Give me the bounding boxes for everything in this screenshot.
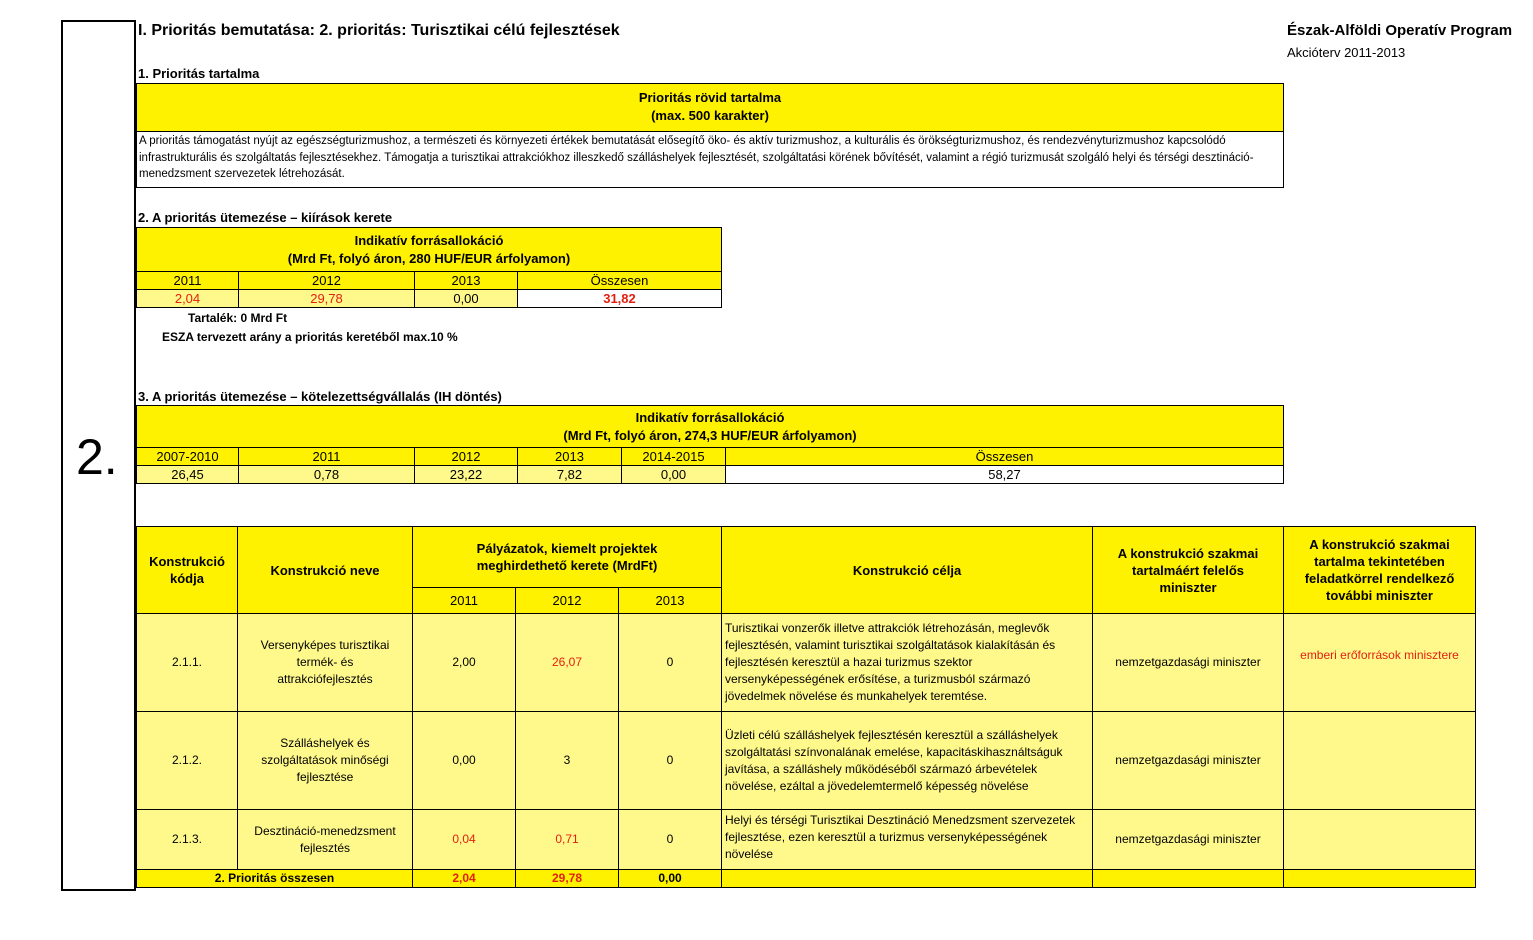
table-row bbox=[137, 810, 1476, 870]
header-2012: 2012 bbox=[516, 588, 619, 614]
priority-summary-subtitle: (max. 500 karakter) bbox=[651, 108, 769, 123]
allocation-table-2-title bbox=[137, 406, 1284, 448]
row-goal: Üzleti célú szálláshelyek fejlesztésén keresztül a szálláshelyek szolgáltatási színvonalának emelése, kapacitáskihasználtságuk javítása, a szálláshely működéséből származó árbevételek növelése, ezáltal a jövedelemtermelő képesség növelése bbox=[722, 712, 1093, 810]
row-2011: 0,04 bbox=[413, 810, 516, 870]
alloc1-val-2012: 29,78 bbox=[239, 290, 415, 308]
alloc1-val-2011: 2,04 bbox=[137, 290, 239, 308]
row-name: Szálláshelyek és szolgáltatások minőségi fejlesztése bbox=[238, 712, 413, 810]
alloc1-subtitle: (Mrd Ft, folyó áron, 280 HUF/EUR árfolyamon) bbox=[287, 250, 571, 266]
alloc2-val-2013: 7,82 bbox=[518, 466, 622, 484]
alloc2-col-2013: 2013 bbox=[518, 448, 622, 466]
alloc1-col-total: Összesen bbox=[518, 272, 722, 290]
alloc2-subtitle: (Mrd Ft, folyó áron, 274,3 HUF/EUR árfolyamon) bbox=[563, 427, 857, 443]
alloc1-col-2013: 2013 bbox=[415, 272, 518, 290]
row-minister: nemzetgazdasági miniszter bbox=[1093, 614, 1284, 712]
priority-summary-title: Prioritás rövid tartalma bbox=[638, 90, 782, 105]
total-label: 2. Prioritás összesen bbox=[137, 870, 413, 888]
section3-heading: 3. A prioritás ütemezése – kötelezettségvállalás (IH döntés) bbox=[138, 389, 502, 404]
row-goal: Helyi és térségi Turisztikai Desztináció Menedzsment szervezetek fejlesztése, ezen keresztül a turizmus versenyképességének növelése bbox=[722, 810, 1093, 870]
plan-name: Akcióterv 2011-2013 bbox=[1287, 45, 1406, 60]
alloc2-title: Indikatív forrásallokáció bbox=[635, 409, 785, 425]
row-other-minister bbox=[1284, 810, 1476, 870]
row-code: 2.1.1. bbox=[137, 614, 238, 712]
total-2011: 2,04 bbox=[413, 870, 516, 888]
header-budget: Pályázatok, kiemelt projektek meghirdethető kerete (MrdFt) bbox=[413, 527, 722, 588]
row-2011: 0,00 bbox=[413, 712, 516, 810]
page-title: I. Prioritás bemutatása: 2. prioritás: Turisztikai célú fejlesztések bbox=[138, 22, 620, 39]
header-code: Konstrukció kódja bbox=[137, 527, 238, 614]
row-other-minister bbox=[1284, 712, 1476, 810]
row-2012: 3 bbox=[516, 712, 619, 810]
row-code: 2.1.3. bbox=[137, 810, 238, 870]
row-2012: 0,71 bbox=[516, 810, 619, 870]
table-row bbox=[137, 712, 1476, 810]
alloc1-val-2013: 0,00 bbox=[415, 290, 518, 308]
row-code: 2.1.2. bbox=[137, 712, 238, 810]
row-2013: 0 bbox=[619, 810, 722, 870]
section1-heading: 1. Prioritás tartalma bbox=[138, 66, 260, 81]
row-2012: 26,07 bbox=[516, 614, 619, 712]
total-goal-empty bbox=[722, 870, 1093, 888]
alloc2-col-2011: 2011 bbox=[239, 448, 415, 466]
row-2011: 2,00 bbox=[413, 614, 516, 712]
total-other-empty bbox=[1284, 870, 1476, 888]
allocation-table-2 bbox=[136, 405, 1284, 484]
row-other-minister: emberi erőforrások minisztere bbox=[1284, 614, 1476, 712]
priority-number: 2. bbox=[76, 429, 118, 485]
table-row bbox=[137, 614, 1476, 712]
alloc2-col-total: Összesen bbox=[726, 448, 1284, 466]
total-2012: 29,78 bbox=[516, 870, 619, 888]
alloc1-val-total: 31,82 bbox=[518, 290, 722, 308]
header-other-minister: A konstrukció szakmai tartalma tekintetében feladatkörrel rendelkező további miniszter bbox=[1284, 527, 1476, 614]
total-row bbox=[137, 870, 1476, 888]
header-name: Konstrukció neve bbox=[238, 527, 413, 614]
program-name: Észak-Alföldi Operatív Program bbox=[1287, 22, 1513, 39]
esza-note: ESZA tervezett arány a prioritás keretéből max.10 % bbox=[162, 330, 458, 344]
row-name: Versenyképes turisztikai termék- és attrakciófejlesztés bbox=[238, 614, 413, 712]
alloc2-val-2012: 23,22 bbox=[415, 466, 518, 484]
header-minister: A konstrukció szakmai tartalmáért felelős miniszter bbox=[1093, 527, 1284, 614]
alloc1-title: Indikatív forrásallokáció bbox=[354, 232, 504, 248]
alloc1-col-2011: 2011 bbox=[137, 272, 239, 290]
row-goal: Turisztikai vonzerők illetve attrakciók létrehozásán, meglevők fejlesztésén, valamint turisztikai szolgáltatások kialakításán és fejlesztésén keresztül a hazai turizmus szektor versenyképességének erősítése, a turizmusból származó jövedelmek növelése és munkahelyek teremtése. bbox=[722, 614, 1093, 712]
row-minister: nemzetgazdasági miniszter bbox=[1093, 810, 1284, 870]
priority-description: A prioritás támogatást nyújt az egészségturizmushoz, a természeti és környezeti értékek bemutatását elősegítő öko- és aktív turizmushoz, a kulturális és örökségturizmushoz, és rendezvényturizmushoz kapcsolódó infrastrukturális és szolgáltatás fejlesztésekhez. Támogatja a turisztikai attrakciókhoz illeszkedő szálláshelyek fejlesztését, szolgáltatási körének bővítését, valamint a régió turizmusát szolgáló helyi és térségi desztináció-menedzsment szervezetek létrehozását. bbox=[136, 131, 1284, 188]
header-goal: Konstrukció célja bbox=[722, 527, 1093, 614]
alloc2-val-total: 58,27 bbox=[726, 466, 1284, 484]
row-2013: 0 bbox=[619, 712, 722, 810]
alloc2-val-2011: 0,78 bbox=[239, 466, 415, 484]
row-2013: 0 bbox=[619, 614, 722, 712]
allocation-table-1 bbox=[136, 227, 722, 308]
priority-summary-header bbox=[136, 83, 1284, 131]
construction-table bbox=[136, 526, 1476, 888]
row-minister: nemzetgazdasági miniszter bbox=[1093, 712, 1284, 810]
total-minister-empty bbox=[1093, 870, 1284, 888]
allocation-table-1-title bbox=[137, 228, 722, 272]
alloc2-col-2007-2010: 2007-2010 bbox=[137, 448, 239, 466]
header-2011: 2011 bbox=[413, 588, 516, 614]
section2-heading: 2. A prioritás ütemezése – kiírások kerete bbox=[138, 210, 393, 225]
row-name: Desztináció-menedzsment fejlesztés bbox=[238, 810, 413, 870]
alloc2-col-2014-2015: 2014-2015 bbox=[622, 448, 726, 466]
total-2013: 0,00 bbox=[619, 870, 722, 888]
reserve-note: Tartalék: 0 Mrd Ft bbox=[188, 311, 288, 325]
alloc2-col-2012: 2012 bbox=[415, 448, 518, 466]
alloc1-col-2012: 2012 bbox=[239, 272, 415, 290]
alloc2-val-2014-2015: 0,00 bbox=[622, 466, 726, 484]
header-2013: 2013 bbox=[619, 588, 722, 614]
alloc2-val-2007-2010: 26,45 bbox=[137, 466, 239, 484]
